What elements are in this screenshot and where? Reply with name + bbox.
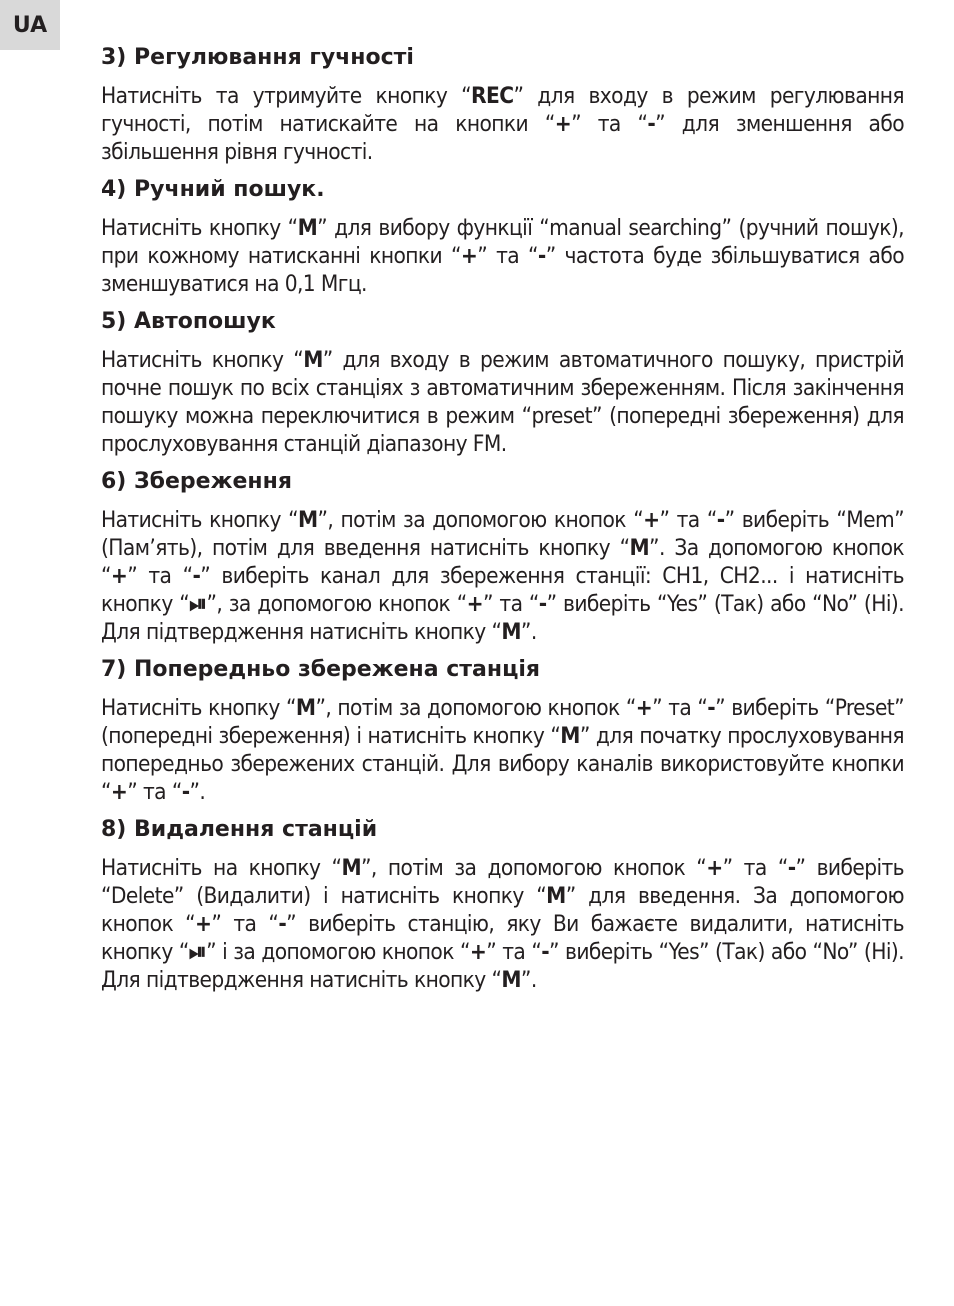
section-body: Натисніть та утримуйте кнопку “REC” для входу в режим регулювання гучності, потім натискайте на кнопки “+” та “-” для зменшення або збільшення рівня гучності. xyxy=(101,83,904,165)
section-heading: 6) Збереження xyxy=(101,469,292,494)
section-manual-search xyxy=(101,176,904,298)
section-volume xyxy=(101,44,904,166)
section-body: Натисніть кнопку “M” для входу в режим автоматичного пошуку, пристрій почне пошук по всіх станціях з автоматичним збереженням. Після закінчення пошуку можна переключитися в режим “preset” (попередні збереження) для прослуховування станцій діапазону FM. xyxy=(101,347,904,457)
section-delete-stations xyxy=(101,816,904,994)
section-body: Натисніть кнопку “M”, потім за допомогою кнопок “+” та “-” виберіть “Preset” (попередні збереження) і натисніть кнопку “M” для початку прослуховування попередньо збережених станцій. Для вибору каналів використовуйте кнопки “+” та “-”. xyxy=(101,695,905,805)
section-body: Натисніть кнопку “M” для вибору функції “manual searching” (ручний пошук), при кожному натисканні кнопки “+” та “-” частота буде збільшуватися або зменшуватися на 0,1 Мгц. xyxy=(101,215,904,297)
section-heading: 3) Регулювання гучності xyxy=(101,45,414,70)
section-auto-search xyxy=(101,308,904,458)
section-heading: 4) Ручний пошук. xyxy=(101,177,325,202)
section-body: Натисніть кнопку “M”, потім за допомогою кнопок “+” та “-” виберіть “Mem” (Пам’ять), потім для введення натисніть кнопку “M”. За допомогою кнопок “+” та “-” виберіть канал для збереження станції: CH1, CH2... і натисніть кнопку “⏯”, за допомогою кнопок “+” та “-” виберіть “Yes” (Так) або “No” (Ні). Для підтвердження натисніть кнопку “M”. xyxy=(101,507,905,645)
section-body: Натисніть на кнопку “M”, потім за допомогою кнопок “+” та “-” виберіть “Delete” (Видалити) і натисніть кнопку “M” для введення. За допомогою кнопок “+” та “-” виберіть станцію, яку Ви бажаєте видалити, натисніть кнопку “⏯” і за допомогою кнопок “+” та “-” виберіть “Yes” (Так) або “No” (Ні). Для підтвердження натисніть кнопку “M”. xyxy=(101,855,905,993)
section-preset-station xyxy=(101,656,904,806)
section-heading: 5) Автопошук xyxy=(101,309,276,334)
section-heading: 7) Попередньо збережена станція xyxy=(101,657,541,682)
language-tab: UA xyxy=(0,0,60,50)
section-heading: 8) Видалення станцій xyxy=(101,817,378,842)
manual-content xyxy=(101,44,904,1004)
section-save xyxy=(101,468,904,646)
